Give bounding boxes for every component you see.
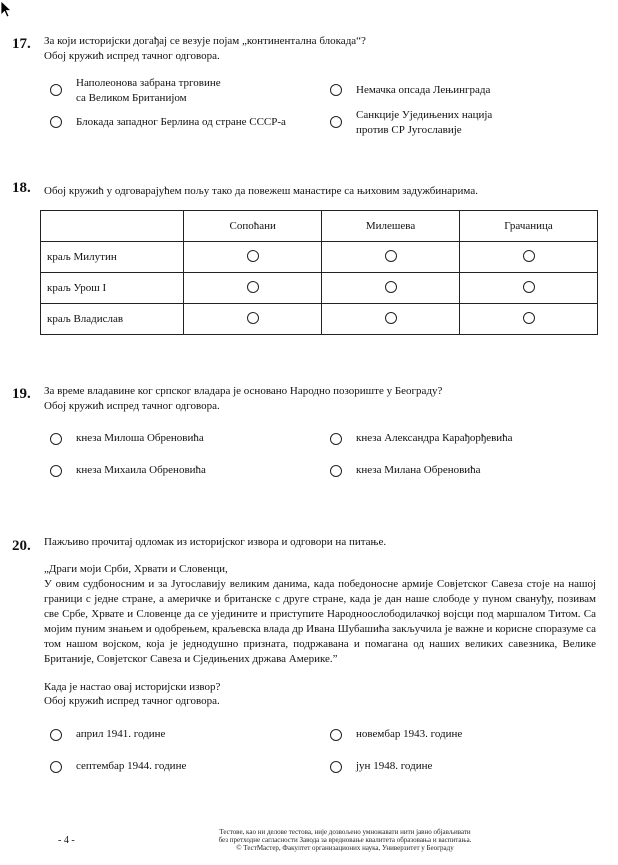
- page-number: - 4 -: [58, 835, 75, 846]
- q20-option-3-label: септембар 1944. године: [76, 760, 187, 772]
- question-19-instruction: Обој кружић испред тачног одговора.: [44, 400, 220, 412]
- radio-circle-icon[interactable]: [247, 281, 259, 293]
- historical-source-passage: У овим судбоносним и за Југославију великим данима, када победоносне армије Совјетског Савеза стоје на нашој граници с једне стране, а америчке и британске с друге стране, када је дан наше слободе у пуном свануђу, позивам све Србе, Хрвате и Словенце да се уједините и приступите Народноослободилачкој војсци под маршалом Титом. Са мојим пуним знањем и одобрењем, краљевска влада др Ивана Шубашића закључила је важне и корисне споразуме са том нашом војском, која је једнодушно призната, подржавана и помагана од наших великих савезника, Велике Британије, Совјетског Савеза и Сједињених држава Америке.”: [44, 578, 596, 665]
- radio-circle-icon[interactable]: [523, 281, 535, 293]
- column-header: Сопоћани: [184, 211, 322, 242]
- q20-option-1-label: април 1941. године: [76, 728, 166, 740]
- q17-option-4-radio[interactable]: [330, 116, 342, 128]
- question-18-number: 18.: [12, 180, 31, 196]
- question-17-instruction: Обој кружић испред тачног одговора.: [44, 50, 220, 62]
- q17-option-4-label: Санкције Уједињених нација против СР Југославије: [356, 109, 493, 136]
- q20-option-4-radio[interactable]: [330, 761, 342, 773]
- table-header-row: [41, 211, 598, 242]
- question-17-text: За који историјски догађај се везује појам „континентална блокада“?: [44, 35, 366, 47]
- question-20-text: Када је настао овај историјски извор?: [44, 681, 221, 693]
- row-label: краљ Владислав: [41, 304, 184, 335]
- table-corner-cell: [41, 211, 184, 242]
- q19-option-4-label: кнеза Милана Обреновића: [356, 464, 481, 476]
- q20-option-3-radio[interactable]: [50, 761, 62, 773]
- radio-circle-icon[interactable]: [385, 312, 397, 324]
- q17-option-1-label: Наполеонова забрана трговине са Великом Британијом: [76, 77, 221, 104]
- mouse-pointer-icon: [0, 0, 12, 18]
- q17-option-3-label: Блокада западног Берлина од стране СССР-а: [76, 116, 286, 128]
- column-header: Милешева: [322, 211, 460, 242]
- radio-circle-icon[interactable]: [247, 250, 259, 262]
- radio-circle-icon[interactable]: [385, 250, 397, 262]
- q17-option-2-label: Немачка опсада Лењинграда: [356, 84, 491, 96]
- question-19-text: За време владавине ког српског владара је основано Народно позориште у Београду?: [44, 385, 443, 397]
- q19-option-3-label: кнеза Михаила Обреновића: [76, 464, 206, 476]
- monastery-matching-table: [40, 210, 598, 335]
- q19-option-2-radio[interactable]: [330, 433, 342, 445]
- question-20-instruction: Обој кружић испред тачног одговора.: [44, 695, 220, 707]
- table-row: [41, 304, 598, 335]
- question-17-number: 17.: [12, 36, 31, 52]
- q19-option-2-label: кнеза Александра Карађорђевића: [356, 432, 513, 444]
- row-label: краљ Урош I: [41, 273, 184, 304]
- table-row: [41, 273, 598, 304]
- table-row: [41, 242, 598, 273]
- q20-option-1-radio[interactable]: [50, 729, 62, 741]
- q19-option-3-radio[interactable]: [50, 465, 62, 477]
- radio-circle-icon[interactable]: [523, 250, 535, 262]
- question-19-number: 19.: [12, 386, 31, 402]
- radio-circle-icon[interactable]: [247, 312, 259, 324]
- question-20-number: 20.: [12, 538, 31, 554]
- q19-option-1-label: кнеза Милоша Обреновића: [76, 432, 204, 444]
- copyright-note: Тестове, као ни делове тестова, није дозвољено умножавати нити јавно објављивати без претходне сагласности Завода за вредновање квалитета образовања и васпитања. © ТестМастер, Факултет организационих наука, Универзитет у Београду: [218, 828, 472, 852]
- q17-option-3-radio[interactable]: [50, 116, 62, 128]
- radio-circle-icon[interactable]: [523, 312, 535, 324]
- column-header: Грачаница: [460, 211, 598, 242]
- row-label: краљ Милутин: [41, 242, 184, 273]
- q17-option-1-radio[interactable]: [50, 84, 62, 96]
- q19-option-4-radio[interactable]: [330, 465, 342, 477]
- q20-option-4-label: јун 1948. године: [356, 760, 433, 772]
- q20-option-2-label: новембар 1943. године: [356, 728, 463, 740]
- question-20-intro: Пажљиво прочитај одломак из историјског извора и одговори на питање.: [44, 536, 387, 548]
- q19-option-1-radio[interactable]: [50, 433, 62, 445]
- source-salutation: „Драги моји Срби, Хрвати и Словенци,: [44, 563, 228, 575]
- q20-option-2-radio[interactable]: [330, 729, 342, 741]
- q17-option-2-radio[interactable]: [330, 84, 342, 96]
- radio-circle-icon[interactable]: [385, 281, 397, 293]
- question-18-text: Обој кружић у одговарајућем пољу тако да повежеш манастире са њиховим задужбинарима.: [44, 185, 478, 197]
